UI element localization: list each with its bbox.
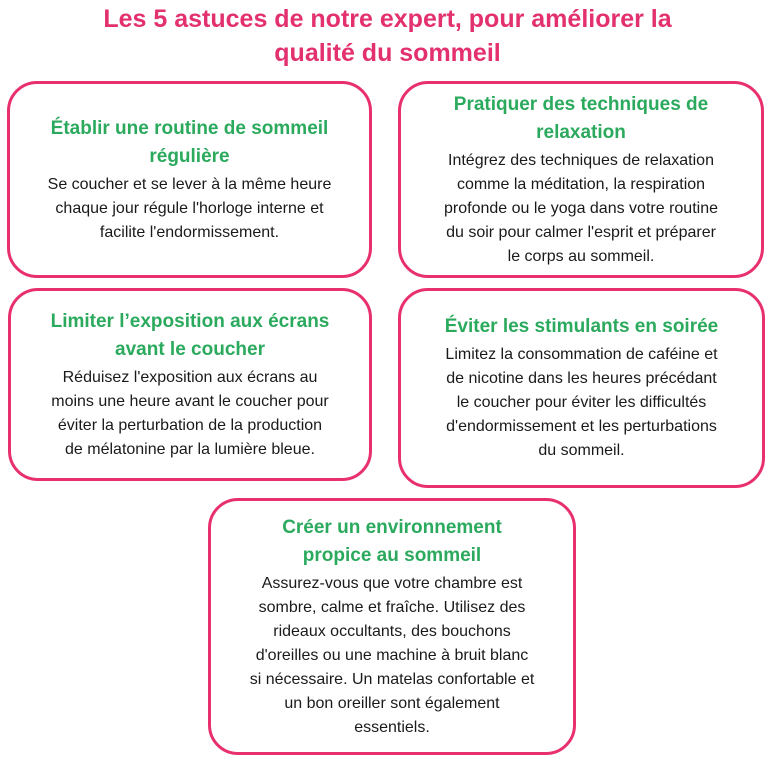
tip-body-line: Réduisez l'exposition aux écrans au: [62, 368, 318, 386]
tip-body-line: du sommeil.: [538, 442, 625, 459]
tip-body-line: sombre, calme et fraîche. Utilisez des: [258, 598, 526, 616]
tip-heading: [282, 514, 502, 570]
tip-heading-line: régulière: [149, 145, 230, 167]
tip-body: [48, 173, 332, 245]
tip-body-line: du soir pour calmer l'esprit et préparer: [446, 223, 716, 241]
tip-card-relaxation: [398, 81, 764, 278]
tip-heading-line: relaxation: [536, 121, 626, 143]
tip-heading-line: Établir une routine de sommeil: [50, 117, 329, 139]
tip-body-line: de nicotine dans les heures précédant: [446, 370, 717, 387]
tip-body-line: rideaux occultants, des bouchons: [273, 622, 511, 640]
tip-body-line: essentiels.: [354, 718, 430, 736]
tip-body-line: profonde ou le yoga dans votre routine: [444, 199, 718, 217]
tip-heading-line: Limiter l’exposition aux écrans: [50, 310, 330, 332]
tip-body-line: comme la méditation, la respiration: [456, 175, 706, 193]
tip-body-line: d'oreilles ou une machine à bruit blanc: [255, 646, 529, 664]
tip-body-line: si nécessaire. Un matelas confortable et: [249, 670, 535, 688]
tip-card-environment: [208, 498, 576, 755]
page-title-line-2: qualité du sommeil: [274, 39, 501, 67]
tip-heading-line: Éviter les stimulants en soirée: [444, 316, 719, 337]
tip-heading-line: Créer un environnement: [282, 516, 502, 538]
tip-heading: [51, 115, 329, 171]
tip-heading-line: propice au sommeil: [302, 544, 482, 566]
tip-body: [51, 366, 329, 462]
tip-body-line: le corps au sommeil.: [507, 247, 655, 265]
tip-body-line: de mélatonine par la lumière bleue.: [65, 440, 315, 458]
tip-body-line: Se coucher et se lever à la même heure: [47, 175, 332, 193]
tip-card-routine: [7, 81, 372, 278]
tip-body-line: le coucher pour éviter les difficultés: [456, 394, 707, 411]
tip-heading: [51, 308, 330, 364]
tip-body-line: d'endormissement et les perturbations: [446, 418, 717, 435]
tip-body-line: un bon oreiller sont également: [284, 694, 500, 712]
tip-card-screens: [8, 288, 372, 481]
tip-body-line: moins une heure avant le coucher pour: [51, 392, 329, 410]
tip-body-line: chaque jour régule l'horloge interne et: [55, 199, 324, 217]
page-title: [0, 2, 775, 70]
page-title-line-1: Les 5 astuces de notre expert, pour améliorer la: [103, 5, 672, 33]
tip-body-line: éviter la perturbation de la production: [57, 416, 323, 434]
tip-heading: [454, 91, 708, 147]
tip-heading-line: Pratiquer des techniques de: [453, 93, 709, 115]
tip-body-line: facilite l'endormissement.: [99, 223, 280, 241]
tip-heading: [445, 313, 719, 341]
tip-body-line: Assurez-vous que votre chambre est: [261, 574, 523, 592]
tip-card-stimulants: [398, 288, 765, 488]
tip-body: [444, 149, 718, 269]
tip-body-line: Intégrez des techniques de relaxation: [448, 151, 714, 169]
tip-heading-line: avant le coucher: [115, 338, 265, 360]
tip-body-line: Limitez la consommation de caféine et: [445, 346, 718, 363]
tip-body: [445, 343, 717, 463]
tip-body: [250, 572, 535, 740]
